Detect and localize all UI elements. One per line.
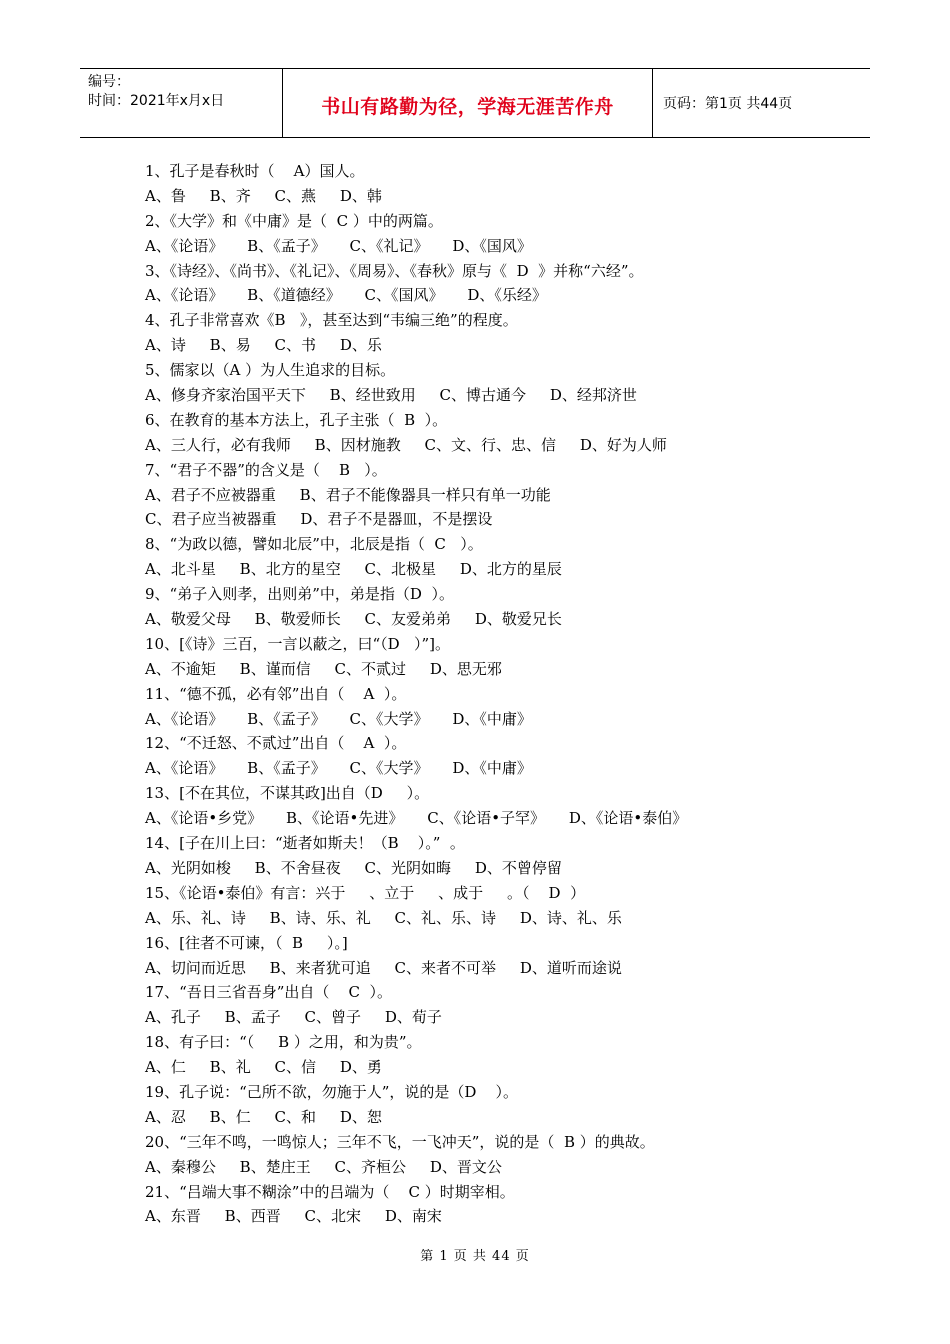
question-line: 3、《诗经》、《尚书》、《礼记》、《周易》、《春秋》原与《 D 》并称“六经”。 bbox=[145, 261, 644, 280]
question-line: 15、《论语•泰伯》有言：兴于 、立于 、成于 。（ D ） bbox=[145, 883, 586, 902]
page-header bbox=[80, 68, 870, 138]
question-list bbox=[145, 159, 825, 1229]
header-motto: 书山有路勤为径，学海无涯苦作舟 bbox=[282, 69, 653, 137]
option-line: A、秦穆公 B、楚庄王 C、齐桓公 D、晋文公 bbox=[145, 1157, 502, 1176]
question-line: 2、《大学》和《中庸》是（ C ）中的两篇。 bbox=[145, 211, 443, 230]
header-meta bbox=[80, 69, 282, 137]
question-line: 19、孔子说：“己所不欲，勿施于人”，说的是（D ）。 bbox=[145, 1082, 519, 1101]
option-line: A、《论语•乡党》 B、《论语•先进》 C、《论语•子罕》 D、《论语•泰伯》 bbox=[145, 809, 688, 828]
option-line: A、三人行，必有我师 B、因材施教 C、文、行、忠、信 D、好为人师 bbox=[145, 435, 667, 454]
option-line: A、修身齐家治国平天下 B、经世致用 C、博古通今 D、经邦济世 bbox=[145, 386, 637, 405]
question-line: 5、儒家以（A ）为人生追求的目标。 bbox=[145, 361, 396, 380]
option-line: A、敬爱父母 B、敬爱师长 C、友爱弟弟 D、敬爱兄长 bbox=[145, 610, 562, 629]
option-line: A、鲁 B、齐 C、燕 D、韩 bbox=[145, 186, 382, 205]
question-line: 8、“为政以德，譬如北辰”中，北辰是指（ C ）。 bbox=[145, 535, 483, 554]
header-page-info: 页码：第1页 共44页 bbox=[663, 96, 793, 112]
option-line: A、乐、礼、诗 B、诗、乐、礼 C、礼、乐、诗 D、诗、礼、乐 bbox=[145, 908, 622, 927]
option-line: A、《论语》 B、《孟子》 C、《礼记》 D、《国风》 bbox=[145, 236, 532, 255]
question-line: 21、“吕端大事不糊涂”中的吕端为（ C ）时期宰相。 bbox=[145, 1182, 515, 1201]
number-label: 编号： bbox=[88, 74, 130, 90]
question-line: 7、“君子不器”的含义是（ B ）。 bbox=[145, 460, 387, 479]
option-line: A、北斗星 B、北方的星空 C、北极星 D、北方的星辰 bbox=[145, 560, 562, 579]
question-line: 1、孔子是春秋时（ A）国人。 bbox=[145, 162, 365, 180]
question-line: 20、“三年不鸣，一鸣惊人；三年不飞，一飞冲天”，说的是（ B ）的典故。 bbox=[145, 1132, 655, 1151]
option-line: A、切问而近思 B、来者犹可追 C、来者不可举 D、道听而途说 bbox=[145, 958, 622, 977]
page-footer: 第 1 页 共 44 页 bbox=[420, 1249, 530, 1264]
question-line: 17、“吾日三省吾身”出自（ C ）。 bbox=[145, 983, 393, 1002]
option-line: A、诗 B、易 C、书 D、乐 bbox=[145, 336, 382, 355]
option-line: A、《论语》 B、《道德经》 C、《国风》 D、《乐经》 bbox=[145, 286, 547, 305]
option-line: A、仁 B、礼 C、信 D、勇 bbox=[145, 1058, 382, 1077]
question-line: 16、[往者不可谏，（ B ）。] bbox=[145, 933, 348, 952]
option-line: A、《论语》 B、《孟子》 C、《大学》 D、《中庸》 bbox=[145, 709, 532, 728]
option-line: C、君子应当被器重 D、君子不是器皿，不是摆设 bbox=[145, 510, 493, 529]
time-label: 时间：2021年x月x日 bbox=[88, 93, 225, 109]
question-line: 12、“不迁怒、不贰过”出自（ A ）。 bbox=[145, 734, 407, 753]
question-line: 6、在教育的基本方法上，孔子主张（ B ）。 bbox=[145, 410, 448, 429]
question-line: 4、孔子非常喜欢《B 》，甚至达到“韦编三绝”的程度。 bbox=[145, 311, 518, 330]
option-line: A、光阴如梭 B、不舍昼夜 C、光阴如晦 D、不曾停留 bbox=[145, 858, 562, 877]
option-line: A、《论语》 B、《孟子》 C、《大学》 D、《中庸》 bbox=[145, 759, 532, 778]
question-line: 10、[《诗》三百，一言以蔽之，曰“（D ）”]。 bbox=[145, 634, 450, 653]
question-line: 14、[子在川上曰：“逝者如斯夫！（B ）。” 。 bbox=[145, 834, 465, 853]
option-line: A、君子不应被器重 B、君子不能像器具一样只有单一功能 bbox=[145, 485, 551, 504]
option-line: A、不逾矩 B、谨而信 C、不贰过 D、思无邪 bbox=[145, 659, 502, 678]
option-line: A、孔子 B、孟子 C、曾子 D、荀子 bbox=[145, 1008, 442, 1027]
question-line: 13、[不在其位，不谋其政]出自（D ）。 bbox=[145, 784, 430, 803]
option-line: A、忍 B、仁 C、和 D、恕 bbox=[145, 1107, 382, 1126]
question-line: 18、有子曰：“（ B ）之用，和为贵”。 bbox=[145, 1033, 422, 1052]
question-line: 9、“弟子入则孝，出则弟”中，弟是指（D ）。 bbox=[145, 585, 454, 604]
option-line: A、东晋 B、西晋 C、北宋 D、南宋 bbox=[145, 1207, 442, 1226]
question-line: 11、“德不孤，必有邻”出自（ A ）。 bbox=[145, 684, 407, 703]
